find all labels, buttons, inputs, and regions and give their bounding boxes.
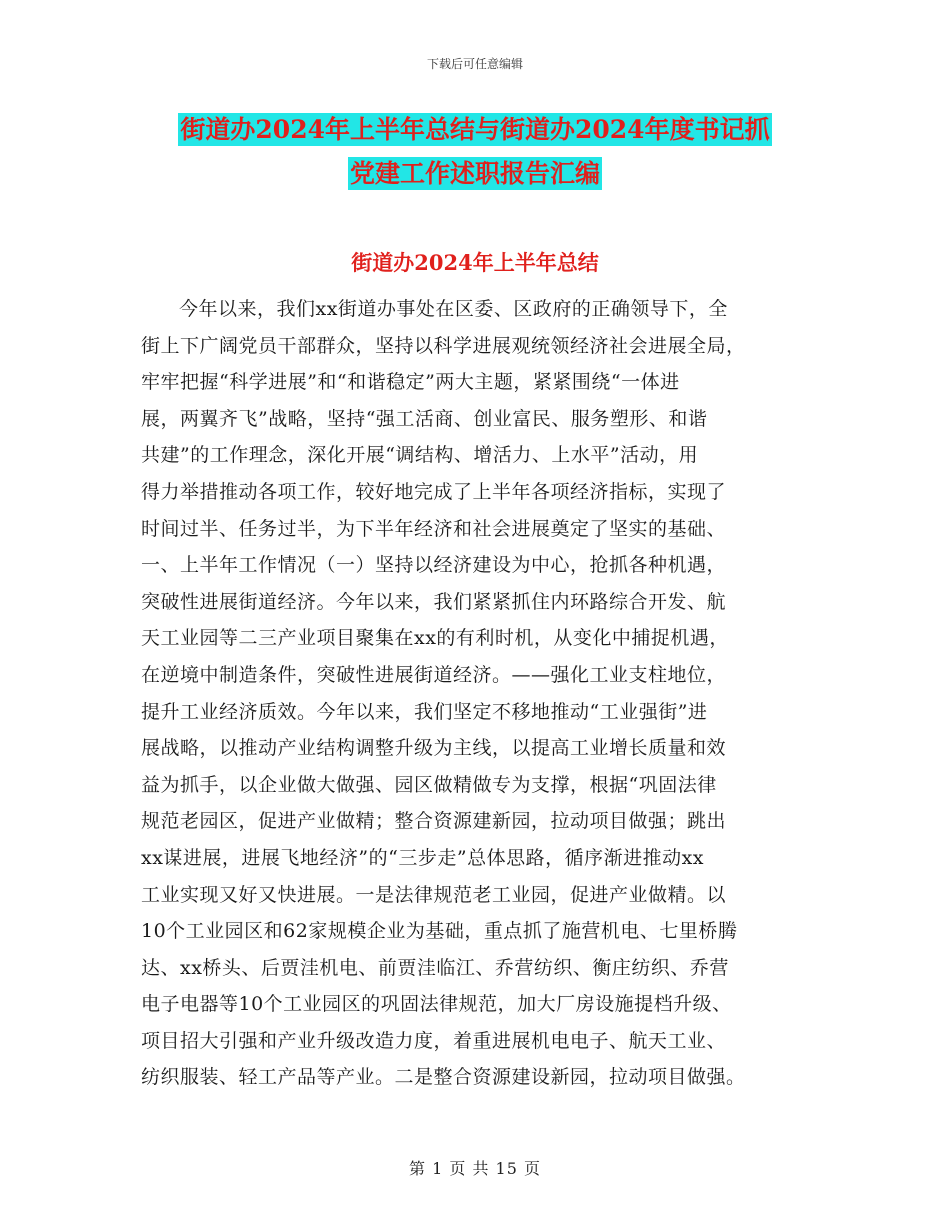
body-line: 益为抓手，以企业做大做强、园区做精做专为支撑，根据“巩固法律 [141, 773, 717, 796]
body-line: 10个工业园区和62家规模企业为基础，重点抓了施营机电、七里桥腾 [141, 920, 738, 943]
body-line: 展战略，以推动产业结构调整升级为主线，以提高工业增长质量和效 [141, 737, 727, 760]
body-line: xx谋进展，进展飞地经济”的“三步走”总体思路，循序渐进推动xx [141, 846, 705, 869]
body-line: 共建”的工作理念，深化开展“调结构、增活力、上水平”活动，用 [141, 444, 699, 467]
body-line: 项目招大引强和产业升级改造力度，着重进展机电电子、航天工业、 [141, 1029, 727, 1052]
body-line: 纺织服装、轻工产品等产业。二是整合资源建设新园，拉动项目做强。 [141, 1066, 746, 1089]
document-title [0, 108, 950, 196]
body-paragraph [141, 291, 807, 1096]
body-line: 达、xx桥头、后贾洼机电、前贾洼临江、乔营纺织、衡庄纺织、乔营 [141, 956, 729, 979]
section-title: 街道办2024年上半年总结 [351, 250, 599, 275]
body-line: 得力举措推动各项工作，较好地完成了上半年各项经济指标，实现了 [141, 480, 727, 503]
document-title-line-1 [0, 108, 950, 152]
body-line: 展，两翼齐飞”战略，坚持“强工活商、创业富民、服务塑形、和谐 [141, 407, 708, 430]
body-line: 突破性进展街道经济。今年以来，我们紧紧抓住内环路综合开发、航 [141, 590, 727, 613]
body-line: 提升工业经济质效。今年以来，我们坚定不移地推动“工业强街”进 [141, 700, 708, 723]
page-number: 第 1 页 共 15 页 [409, 1159, 541, 1178]
body-line: 电子电器等10个工业园区的巩固法律规范，加大厂房设施提档升级、 [141, 993, 732, 1016]
body-line: 规范老园区，促进产业做精；整合资源建新园，拉动项目做强；跳出 [141, 810, 727, 833]
title-highlight-1: 街道办2024年上半年总结与街道办2024年度书记抓 [180, 115, 770, 144]
body-line: 在逆境中制造条件，突破性进展街道经济。——强化工业支柱地位， [141, 663, 727, 686]
body-line: 时间过半、任务过半，为下半年经济和社会进展奠定了坚实的基础、 [141, 517, 727, 540]
body-line: 今年以来，我们xx街道办事处在区委、区政府的正确领导下，全 [179, 298, 728, 320]
header-note: 下载后可任意编辑 [426, 57, 523, 71]
title-highlight-2: 党建工作述职报告汇编 [349, 159, 600, 188]
body-line: 天工业园等二三产业项目聚集在xx的有利时机，从变化中捕捉机遇， [141, 627, 729, 650]
document-title-line-2 [0, 152, 950, 196]
body-line: 牢牢把握“科学进展”和“和谐稳定”两大主题，紧紧围绕“一体进 [141, 371, 680, 394]
body-line: 一、上半年工作情况（一）坚持以经济建设为中心，抢抓各种机遇， [141, 554, 727, 577]
body-line: 街上下广阔党员干部群众，坚持以科学进展观统领经济社会进展全局， [141, 334, 746, 357]
body-line: 工业实现又好又快进展。一是法律规范老工业园，促进产业做精。以 [141, 883, 727, 906]
